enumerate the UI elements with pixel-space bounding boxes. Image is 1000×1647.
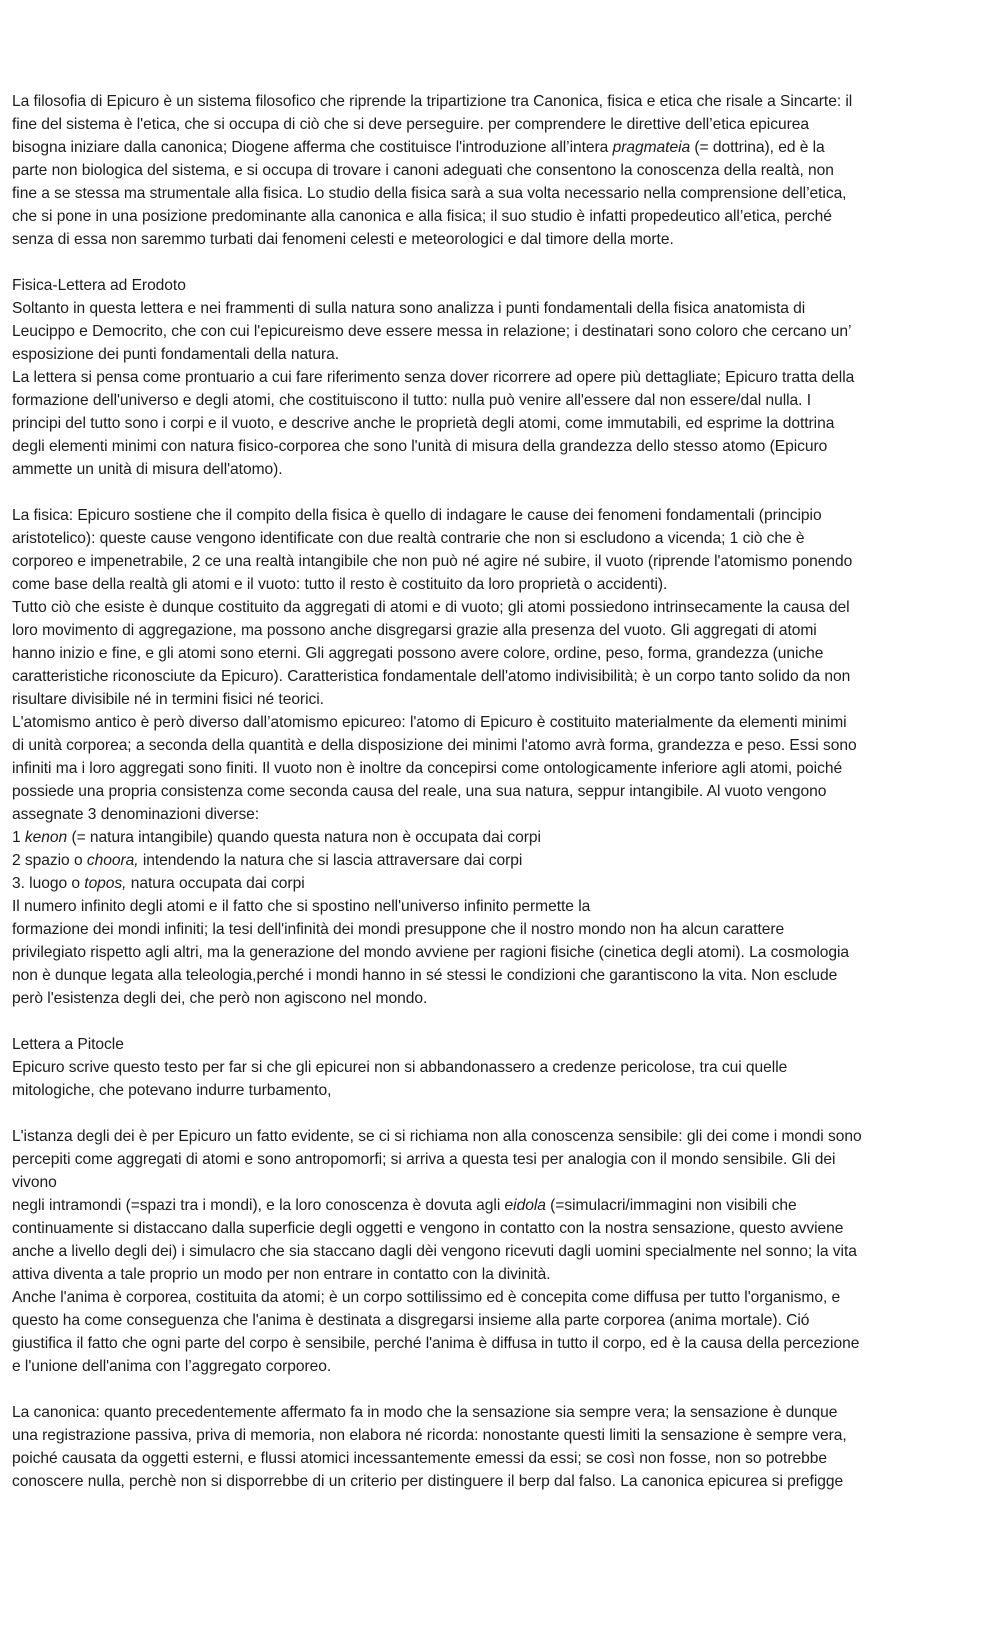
text-line: continuamente si distaccano dalla superficie degli oggetti e vengono in contatto con la nostra sensazione, questo avviene	[12, 1220, 844, 1237]
text-segment: 2 spazio o	[12, 852, 87, 869]
text-line: degli elementi minimi con natura fisico-corporea che sono l'unità di misura della grandezza dello stesso atomo (Epicuro	[12, 438, 828, 455]
italic-term: eidola	[504, 1197, 546, 1214]
text-line: possiede una propria consistenza come seconda causa del reale, una sua natura, seppur intangibile. Al vuoto vengono	[12, 783, 827, 800]
text-line: poiché causata da oggetti esterni, e flussi atomici incessantemente emessi da essi; se così non fosse, non so potrebbe	[12, 1450, 827, 1467]
text-line: senza di essa non saremmo turbati dai fenomeni celesti e meteorologici e dal timore della morte.	[12, 231, 674, 248]
text-line: non è dunque legata alla teleologia,perché i mondi hanno in sé stessi le condizioni che garantiscono la vita. Non esclude	[12, 967, 838, 984]
text-line: attiva diventa a tale proprio un modo per non entrare in contatto con la divinità.	[12, 1266, 551, 1283]
text-line: di unità corporea; a seconda della quantità e della disposizione dei minimi l'atomo avrà forma, grandezza e peso. Essi sono	[12, 737, 857, 754]
text-line	[12, 1194, 998, 1217]
document-page	[12, 90, 998, 1493]
text-segment: (= natura intangibile) quando questa natura non è occupata dai corpi	[67, 829, 541, 846]
text-segment: intendendo la natura che si lascia attraversare dai corpi	[138, 852, 523, 869]
italic-term: kenon	[24, 829, 68, 846]
paragraph-spacer	[12, 1010, 998, 1033]
text-line: conoscere nulla, perchè non si disporrebbe di un criterio per distinguere il berp dal falso. La canonica epicurea si prefigge	[12, 1473, 844, 1490]
text-line: La lettera si pensa come prontuario a cui fare riferimento senza dover ricorrere ad opere più dettagliate; Epicuro tratta della	[12, 369, 855, 386]
text-line: Anche l'anima è corporea, costituita da atomi; è un corpo sottilissimo ed è concepita come diffusa per tutto l'organismo, e	[12, 1289, 841, 1306]
text-line: mitologiche, che potevano indurre turbamento,	[12, 1082, 332, 1099]
paragraph-spacer	[12, 251, 998, 274]
text-line: giustifica il fatto che ogni parte del corpo è sensibile, perché l'anima è diffusa in tutto il corpo, ed è la causa della percezione	[12, 1335, 860, 1352]
text-line: Fisica-Lettera ad Erodoto	[12, 277, 186, 294]
text-line: Lettera a Pitocle	[12, 1036, 124, 1053]
text-line: anche a livello degli dei) i simulacro che sia staccano dagli dèi vengono ricevuti dagli uomini specialmente nel sonno; la vita	[12, 1243, 857, 1260]
text-line: formazione dei mondi infiniti; la tesi dell'infinità dei mondi presuppone che il nostro mondo non ha alcun carattere	[12, 921, 785, 938]
text-line: fine del sistema è l'etica, che si occupa di ciò che si deve perseguire. per comprendere le direttive dell’etica epicurea	[12, 116, 809, 133]
text-line: corporeo e impenetrabile, 2 ce una realtà intangibile che non può né agire né subire, il vuoto (riprende l'atomismo ponendo	[12, 553, 853, 570]
text-segment: natura occupata dai corpi	[126, 875, 305, 892]
text-line	[12, 826, 998, 849]
text-segment: 3. luogo o	[12, 875, 85, 892]
text-line: L'atomismo antico è però diverso dall’atomismo epicureo: l'atomo di Epicuro è costituito materialmente da elementi minimi	[12, 714, 847, 731]
text-line: come base della realtà gli atomi e il vuoto: tutto il resto è costituito da loro proprietà o accidenti).	[12, 576, 668, 593]
text-line: e l'unione dell'anima con l’aggregato corporeo.	[12, 1358, 332, 1375]
text-line: La fisica: Epicuro sostiene che il compito della fisica è quello di indagare le cause dei fenomeni fondamentali (principio	[12, 507, 822, 524]
text-line: risultare divisibile né in termini fisici né teorici.	[12, 691, 324, 708]
text-line: Il numero infinito degli atomi e il fatto che si spostino nell'universo infinito permette la	[12, 898, 591, 915]
text-line: però l'esistenza degli dei, che però non agiscono nel mondo.	[12, 990, 428, 1007]
text-line: assegnate 3 denominazioni diverse:	[12, 806, 260, 823]
text-segment: (=simulacri/immagini non visibili che	[545, 1197, 797, 1214]
text-line: vivono	[12, 1174, 57, 1191]
italic-term: topos,	[84, 875, 127, 892]
text-segment: (= dottrina), ed è la	[690, 139, 825, 156]
text-line: privilegiato rispetto agli altri, ma la generazione del mondo avviene per ragioni fisiche (cinetica degli atomi). La cosmologia	[12, 944, 850, 961]
text-line	[12, 136, 998, 159]
text-line: hanno inizio e fine, e gli atomi sono eterni. Gli aggregati possono avere colore, ordine, peso, forma, grandezza (uniche	[12, 645, 824, 662]
text-line: percepiti come aggregati di atomi e sono antropomorfi; si arriva a questa tesi per analogia con il mondo sensibile. Gli dei	[12, 1151, 836, 1168]
text-line: fine a se stessa ma strumentale alla fisica. Lo studio della fisica sarà a sua volta necessario nella comprensione dell’etica,	[12, 185, 847, 202]
text-line	[12, 849, 998, 872]
paragraph-spacer	[12, 481, 998, 504]
text-line	[12, 872, 998, 895]
text-line: Tutto ciò che esiste è dunque costituito da aggregati di atomi e di vuoto; gli atomi possiedono intrinsecamente la causa del	[12, 599, 850, 616]
text-line: L'istanza degli dei è per Epicuro un fatto evidente, se ci si richiama non alla conoscenza sensibile: gli dei come i mondi sono	[12, 1128, 862, 1145]
text-line: Soltanto in questa lettera e nei frammenti di sulla natura sono analizza i punti fondamentali della fisica anatomista di	[12, 300, 806, 317]
text-line: ammette un unità di misura dell'atomo).	[12, 461, 283, 478]
text-segment: bisogna iniziare dalla canonica; Diogene afferma che costituisce l'introduzione all’intera	[12, 139, 613, 156]
text-line: La filosofia di Epicuro è un sistema filosofico che riprende la tripartizione tra Canonica, fisica e etica che risale a Sincarte: il	[12, 93, 853, 110]
text-line: loro movimento di aggregazione, ma possono anche disgregarsi grazie alla presenza del vuoto. Gli aggregati di atomi	[12, 622, 817, 639]
text-line: questo ha come conseguenza che l'anima è destinata a disgregarsi insieme alla parte corporea (anima mortale). Ció	[12, 1312, 810, 1329]
paragraph-spacer	[12, 1102, 998, 1125]
text-line: una registrazione passiva, priva di memoria, non elabora né ricorda: nonostante questi limiti la sensazione è sempre vera,	[12, 1427, 847, 1444]
text-line: aristotelico): queste cause vengono identificate con due realtà contrarie che non si escludono a vicenda; 1 ciò che è	[12, 530, 805, 547]
text-line: esposizione dei punti fondamentali della natura.	[12, 346, 340, 363]
text-segment: 1	[12, 829, 25, 846]
text-line: Leucippo e Democrito, che con cui l'epicureismo deve essere messa in relazione; i destinatari sono coloro che cercano un’	[12, 323, 852, 340]
text-line: principi del tutto sono i corpi e il vuoto, e descrive anche le proprietà degli atomi, come immutabili, ed esprime la dottrina	[12, 415, 835, 432]
text-line: infiniti ma i loro aggregati sono finiti. Il vuoto non è inoltre da concepirsi come ontologicamente inferiore agli atomi, poiché	[12, 760, 843, 777]
text-segment: negli intramondi (=spazi tra i mondi), e la loro conoscenza è dovuta agli	[12, 1197, 505, 1214]
text-line: parte non biologica del sistema, e si occupa di trovare i canoni adeguati che consentono la conoscenza della realtà, non	[12, 162, 834, 179]
text-line: che si pone in una posizione predominante alla canonica e alla fisica; il suo studio è infatti propedeutico all’etica, perché	[12, 208, 832, 225]
italic-term: choora,	[86, 852, 139, 869]
text-line: Epicuro scrive questo testo per far si che gli epicurei non si abbandonassero a credenze pericolose, tra cui quelle	[12, 1059, 788, 1076]
paragraph-spacer	[12, 1378, 998, 1401]
text-line: caratteristiche riconosciute da Epicuro). Caratteristica fondamentale dell'atomo indivisibilità; è un corpo tanto solido da non	[12, 668, 851, 685]
text-line: formazione dell'universo e degli atomi, che costituiscono il tutto: nulla può venire all'essere dal non essere/dal nulla. I	[12, 392, 812, 409]
italic-term: pragmateia	[612, 139, 691, 156]
text-line: La canonica: quanto precedentemente affermato fa in modo che la sensazione sia sempre vera; la sensazione è dunque	[12, 1404, 838, 1421]
